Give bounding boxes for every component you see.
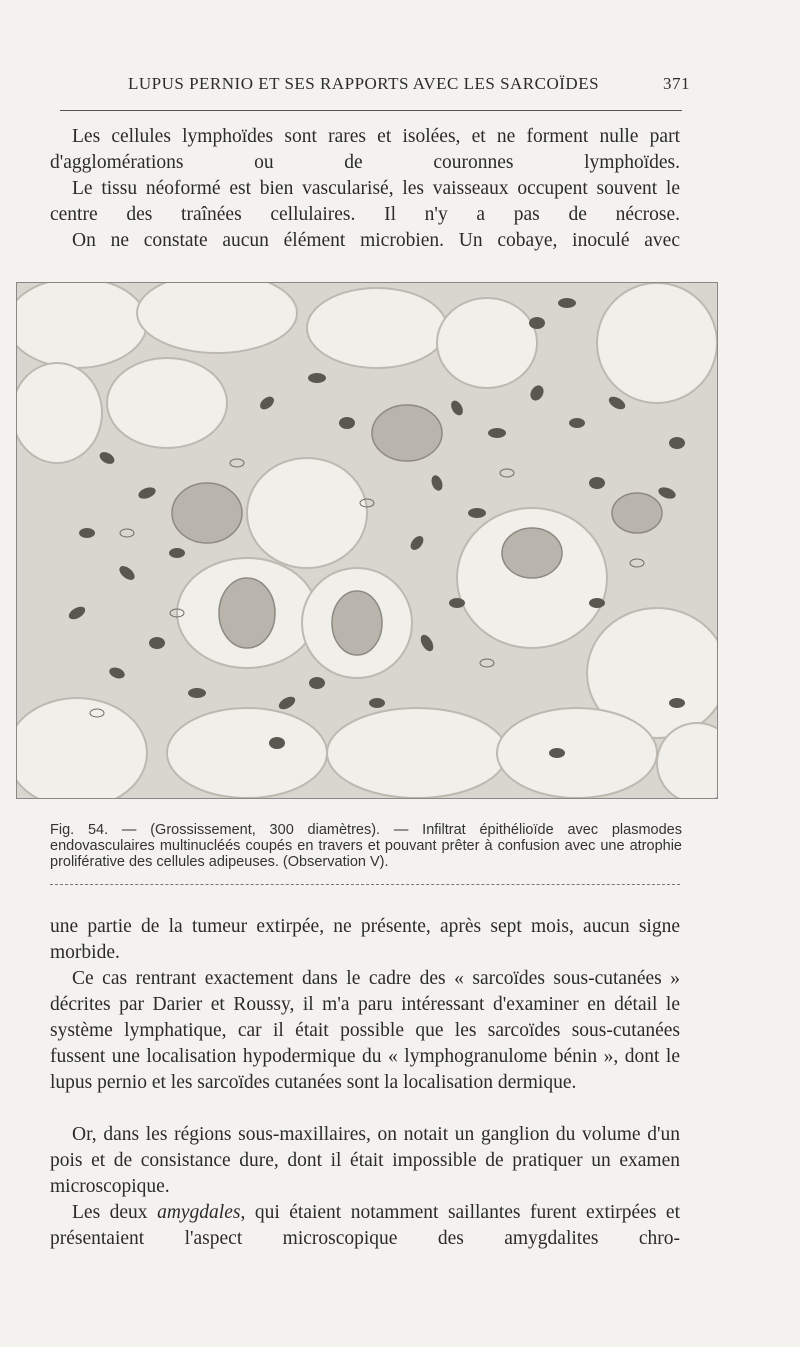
amygdales-text-after: , qui étaient notamment saillantes furent extirpées et présentaient l'aspect microscopique des amygdalites chro- [50,1202,681,1249]
page-number: 371 [663,74,690,93]
paragraph-tumour-extirpated: une partie de la tumeur extirpée, ne présente, après sept mois, aucun signe morbide. [50,916,680,963]
paragraph-microbes: On ne constate aucun élément microbien. Un cobaye, inoculé avec [72,230,680,251]
running-title: LUPUS PERNIO ET SES RAPPORTS AVEC LES SARCOÏDES [128,74,600,93]
paragraph-sarcoids-subcutaneous: Ce cas rentrant exactement dans le cadre des « sarcoïdes sous-cutanées » décrites par Darier et Roussy, il m'a paru intéressant d'examiner en détail le système lymphatique, car il était possible que les sarcoïdes sous-cutanées fussent une localisation hypodermique du « lymphogranulome bénin », dont le lupus pernio et les sarcoïdes cutanées sont la localisation dermique. [50,968,680,1093]
header-rule [60,110,682,111]
figure-caption-text: — (Grossissement, 300 diamètres). — Infiltrat épithélioïde avec plasmodes endovasculaires multinucléés coupés en travers et pouvant prêter à confusion avec une atrophie proliférative des cellules adipeuses. (Observation V). [50,822,682,870]
paragraph-lymphoid-cells: Les cellules lymphoïdes sont rares et isolées, et ne forment nulle part d'agglomérations ou de couronnes lymphoïdes. [50,126,680,173]
paragraph-submaxillary-ganglion: Or, dans les régions sous-maxillaires, on notait un ganglion du volume d'un pois et de consistance dure, dont il était impossible de pratiquer un examen microscopique. [50,1124,680,1197]
amygdales-italic: amygdales [157,1202,241,1223]
paragraph-vascularisation: Le tissu néoformé est bien vascularisé, les vaisseaux occupent souvent le centre des traînées cellulaires. Il n'y a pas de nécrose. [50,178,680,225]
amygdales-text-before: Les deux [72,1202,158,1223]
paragraph-amygdales [50,1200,680,1252]
running-head [70,72,690,98]
figure-caption [50,822,682,870]
figure-label: Fig. 54. [50,822,109,838]
caption-rule [50,884,680,885]
micrograph-illustration [17,283,717,798]
micrograph-figure [16,282,718,799]
